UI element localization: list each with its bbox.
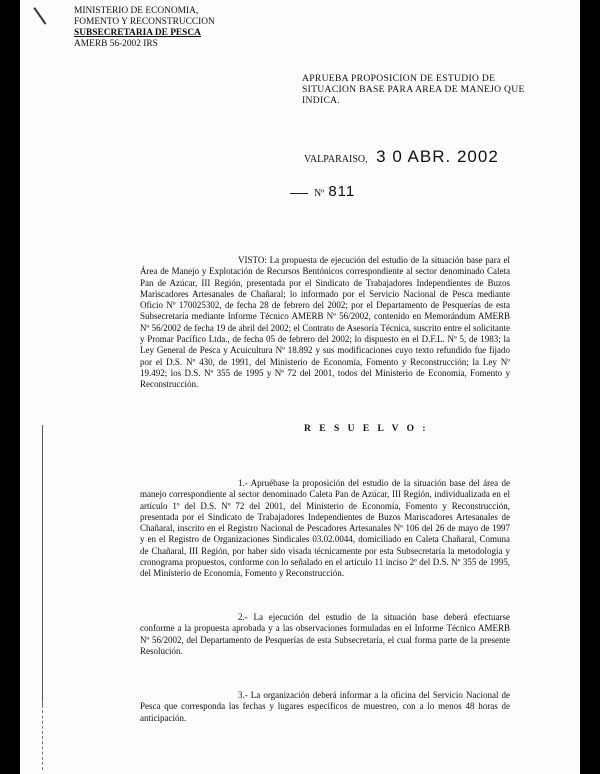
subsecretaria-line: SUBSECRETARIA DE PESCA (74, 28, 201, 38)
place: VALPARAISO, (304, 154, 368, 165)
resolution-number (290, 183, 355, 200)
letterhead (74, 6, 215, 50)
ministry-line: MINISTERIO DE ECONOMIA, (74, 6, 199, 16)
item-3-text: 3.- La organización deberá informar a la oficina del Servicio Nacional de Pesca que corresponda las fechas y lugares específicos de muestreo, con a lo menos 48 horas de anticipación. (140, 690, 510, 723)
document-page (20, 0, 580, 774)
number-prefix: Nº (314, 188, 325, 199)
item-2-text: 2.- La ejecución del estudio de la situación base deberá efectuarse conforme a la propuesta aprobada y a las observaciones formuladas en el Informe Técnico AMERB Nº 56/2002, del Departamento de Pesquerías de esta Subsecretaría, el cual forma parte de la presente Resolución. (140, 612, 510, 656)
reference-code: AMERB 56-2002 IRS (74, 39, 158, 49)
margin-dots (42, 700, 44, 770)
ministry-line-2: FOMENTO Y RECONSTRUCCION (74, 17, 215, 27)
margin-line (42, 425, 43, 705)
visto-paragraph (140, 255, 510, 391)
resuelvo-heading: R E S U E L V O : (304, 424, 429, 434)
resolution-subject: APRUEBA PROPOSICION DE ESTUDIO DE SITUACION BASE PARA AREA DE MANEJO QUE INDICA. (302, 73, 525, 106)
item-1-text: 1.- Apruébase la proposición del estudio de la situación base del área de manejo correspondiente al sector denominado Caleta Pan de Azúcar, III Región, individualizada en el artículo 1º del D.S. Nº 72 del 2001, del Ministerio de Economía, Fomento y Reconstrucción, presentada por el Sindicato de Trabajadores Independientes de Buzos Mariscadores Artesanales de Chañaral, inscrito en el Registro Nacional de Pescadores Artesanales Nº 106 del 26 de mayo de 1997 y en el Registro de Organizaciones Sindicales 03.02.0044, domiciliado en Caleta Chañaral, Comuna de Chañaral, III Región, por haber sido visada técnicamente por esta Subsecretaría la metodología y cronograma propuestos, conforme con lo señalado en el artículo 11 inciso 2º del D.S. Nº 355 de 1995, del Ministerio de Economía, Fomento y Reconstrucción. (140, 478, 510, 579)
number-value: 811 (328, 183, 356, 200)
item-3 (140, 690, 510, 724)
margin-mark (33, 1, 54, 24)
date-stamp: 3 0 ABR. 2002 (376, 147, 499, 166)
item-1 (140, 478, 510, 580)
place-date (304, 147, 499, 167)
item-2 (140, 612, 510, 657)
visto-text: VISTO: La propuesta de ejecución del estudio de la situación base para el Área de Manejo y Explotación de Recursos Bentónicos correspondiente al sector denominado Caleta Pan de Azúcar, III Región, presentada por el Sindicato de Trabajadores Independientes de Buzos Mariscadores Artesanales de Chañaral; lo informado por el Servicio Nacional de Pesca mediante Oficio Nº 170025302, de fecha 28 de febrero del 2002; por el Departamento de Pesquerías de esta Subsecretaría mediante Informe Técnico AMERB Nº 56/2002, contenido en Memorándum AMERB Nº 56/2002 de fecha 19 de abril del 2002; el Contrato de Asesoría Técnica, suscrito entre el solicitante y Promar Pacífico Ltda., de fecha 05 de febrero del 2002; lo dispuesto en el D.F.L. Nº 5, de 1983; la Ley General de Pesca y Acuicultura Nº 18.892 y sus modificaciones cuyo texto refundido fue fijado por el D.S. Nº 430, de 1991, del Ministerio de Economía, Fomento y Reconstrucción; la Ley Nº 19.492; los D.S. Nº 355 de 1995 y Nº 72 del 2001, todos del Ministerio de Economía, Fomento y Reconstrucción. (140, 255, 510, 390)
number-dash (290, 193, 308, 194)
